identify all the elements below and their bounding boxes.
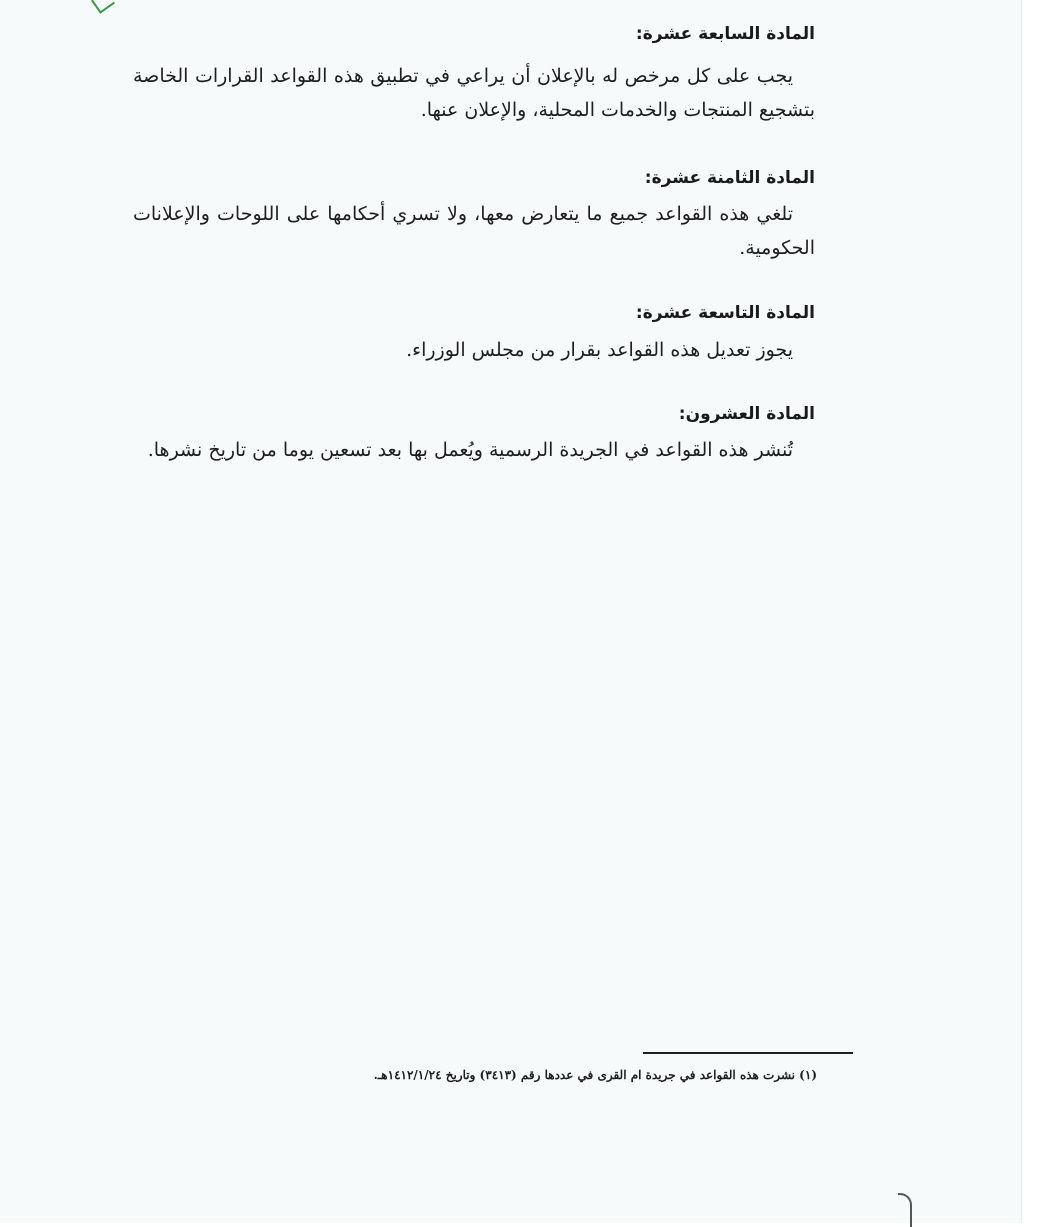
article-17-heading: المادة السابعة عشرة:: [635, 24, 815, 44]
page-edge-mark: [898, 1193, 912, 1227]
corner-mark: [91, 0, 115, 14]
article-20-body: تُنشر هذه القواعد في الجريدة الرسمية ويُعمل بها بعد تسعين يوما من تاريخ نشرها.: [147, 439, 793, 461]
article-19-heading: المادة التاسعة عشرة:: [635, 303, 815, 323]
article-18-body: تلغي هذه القواعد جميع ما يتعارض معها، ولا تسري أحكامها على اللوحات والإعلانات الحكومية.: [133, 203, 815, 259]
article-17-body: يجب على كل مرخص له بالإعلان أن يراعي في تطبيق هذه القواعد القرارات الخاصة بتشجيع المنتجات والخدمات المحلية، والإعلان عنها.: [133, 65, 815, 121]
footnote-divider: [643, 1052, 853, 1054]
article-18-heading: المادة الثامنة عشرة:: [644, 168, 815, 188]
footnote: (١) نشرت هذه القواعد في جريدة ام القرى في عددها رقم (٣٤١٣) وتاريخ ١٤١٢/١/٢٤هـ.: [373, 1068, 817, 1082]
article-20-heading: المادة العشرون:: [678, 404, 815, 424]
article-19-body: يجوز تعديل هذه القواعد بقرار من مجلس الوزراء.: [406, 339, 793, 361]
